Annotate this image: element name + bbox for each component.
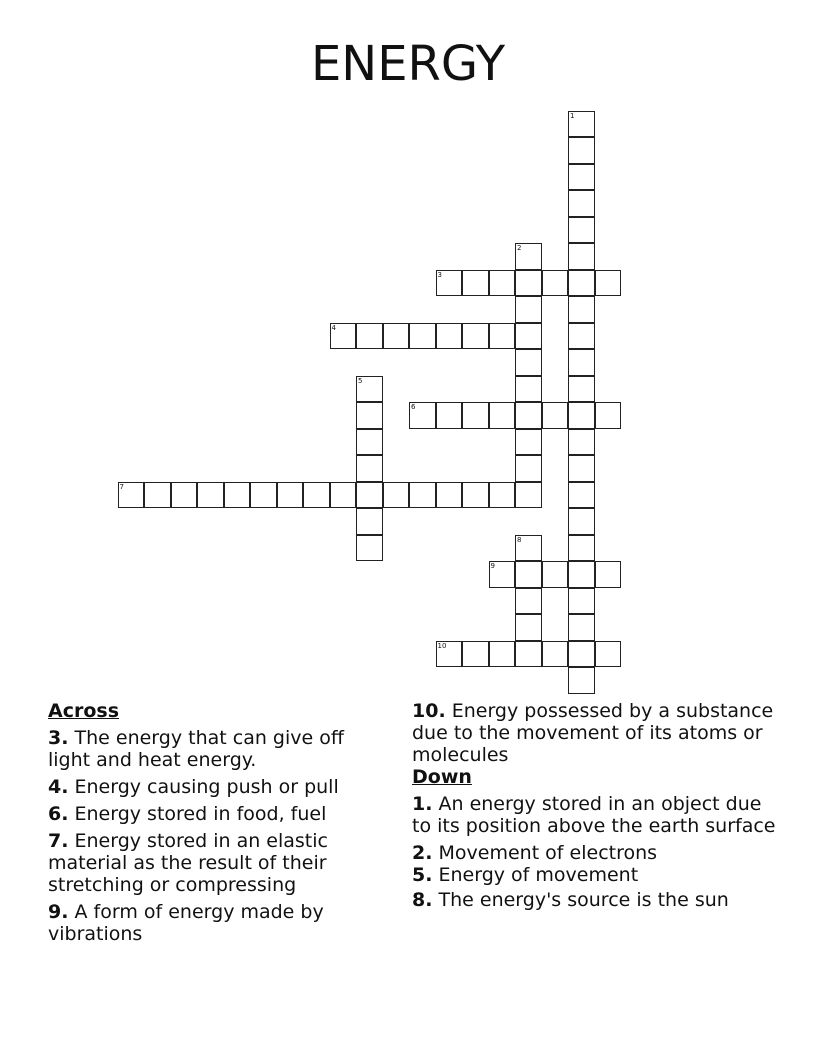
crossword-cell[interactable] <box>171 482 198 509</box>
crossword-cell[interactable] <box>515 641 542 668</box>
clue-number: 4. <box>48 776 69 798</box>
crossword-cell[interactable] <box>330 323 357 350</box>
crossword-cell[interactable] <box>568 270 595 297</box>
crossword-cell[interactable] <box>568 667 595 694</box>
crossword-cell[interactable] <box>515 535 542 562</box>
crossword-cell[interactable] <box>277 482 304 509</box>
crossword-cell[interactable] <box>515 561 542 588</box>
crossword-cell[interactable] <box>197 482 224 509</box>
clue-text: An energy stored in an object due to its position above the earth surface <box>412 793 776 837</box>
crossword-cell[interactable] <box>356 402 383 429</box>
crossword-cell[interactable] <box>409 482 436 509</box>
clue-down-2 <box>412 842 782 864</box>
crossword-cell[interactable] <box>515 429 542 456</box>
crossword-cell[interactable] <box>568 323 595 350</box>
clue-across-6 <box>48 803 373 825</box>
clue-across-9 <box>48 901 373 945</box>
clue-number: 8. <box>412 889 433 911</box>
crossword-cell[interactable] <box>436 323 463 350</box>
cell-number: 10 <box>437 641 447 650</box>
crossword-cell[interactable] <box>515 376 542 403</box>
clue-down-1 <box>412 793 782 837</box>
crossword-cell[interactable] <box>515 243 542 270</box>
crossword-cell[interactable] <box>356 535 383 562</box>
clue-text: Energy stored in food, fuel <box>74 803 327 825</box>
crossword-cell[interactable] <box>568 508 595 535</box>
clue-text: Energy of movement <box>438 864 639 886</box>
crossword-cell[interactable] <box>568 402 595 429</box>
crossword-cell[interactable] <box>568 111 595 138</box>
clue-across-7 <box>48 830 373 896</box>
crossword-cell[interactable] <box>462 641 489 668</box>
crossword-cell[interactable] <box>568 429 595 456</box>
crossword-cell[interactable] <box>568 243 595 270</box>
cell-number: 9 <box>490 562 495 570</box>
crossword-cell[interactable] <box>515 482 542 509</box>
crossword-cell[interactable] <box>568 349 595 376</box>
crossword-cell[interactable] <box>568 561 595 588</box>
clues-left-column <box>48 700 373 950</box>
clue-number: 9. <box>48 901 69 923</box>
clue-down-5 <box>412 864 782 886</box>
crossword-cell[interactable] <box>595 641 622 668</box>
crossword-cell[interactable] <box>568 455 595 482</box>
crossword-cell[interactable] <box>568 190 595 217</box>
crossword-cell[interactable] <box>515 270 542 297</box>
crossword-cell[interactable] <box>542 641 569 668</box>
crossword-cell[interactable] <box>515 296 542 323</box>
crossword-cell[interactable] <box>489 482 516 509</box>
clue-number: 5. <box>412 864 433 886</box>
clue-text: Energy possessed by a substance due to the movement of its atoms or molecules <box>412 700 774 766</box>
crossword-cell[interactable] <box>409 323 436 350</box>
cell-number: 7 <box>119 482 124 491</box>
crossword-cell[interactable] <box>462 323 489 350</box>
clue-across-10 <box>412 700 782 766</box>
cell-number: 1 <box>570 111 575 120</box>
crossword-cell[interactable] <box>436 270 463 297</box>
clue-number: 1. <box>412 793 433 815</box>
clue-text: A form of energy made by vibrations <box>48 901 324 945</box>
crossword-cell[interactable] <box>568 376 595 403</box>
crossword-cell[interactable] <box>303 482 330 509</box>
crossword-cell[interactable] <box>515 323 542 350</box>
crossword-cell[interactable] <box>542 402 569 429</box>
clue-across-3 <box>48 727 373 771</box>
crossword-cell[interactable] <box>515 588 542 615</box>
cell-number: 6 <box>411 403 416 411</box>
crossword-cell[interactable] <box>356 508 383 535</box>
crossword-cell[interactable] <box>118 482 145 509</box>
clue-number: 7. <box>48 830 69 852</box>
crossword-cell[interactable] <box>542 270 569 297</box>
crossword-cell[interactable] <box>568 137 595 164</box>
clue-number: 2. <box>412 842 433 864</box>
clue-across-4 <box>48 776 373 798</box>
clue-number: 3. <box>48 727 69 749</box>
crossword-cell[interactable] <box>250 482 277 509</box>
crossword-cell[interactable] <box>515 614 542 641</box>
crossword-cell[interactable] <box>462 402 489 429</box>
cell-number: 8 <box>517 535 522 544</box>
crossword-cell[interactable] <box>489 270 516 297</box>
cell-number: 5 <box>358 376 363 385</box>
crossword-cell[interactable] <box>436 482 463 509</box>
clue-text: Energy causing push or pull <box>74 776 339 798</box>
crossword-cell[interactable] <box>568 164 595 191</box>
crossword-cell[interactable] <box>515 455 542 482</box>
crossword-cell[interactable] <box>542 561 569 588</box>
crossword-cell[interactable] <box>568 588 595 615</box>
crossword-cell[interactable] <box>515 349 542 376</box>
clue-number: 10. <box>412 700 446 722</box>
crossword-cell[interactable] <box>595 561 622 588</box>
cell-number: 4 <box>331 323 336 332</box>
clue-down-8 <box>412 889 782 911</box>
crossword-cell[interactable] <box>356 323 383 350</box>
cell-number: 2 <box>517 244 522 252</box>
crossword-cell[interactable] <box>489 323 516 350</box>
crossword-cell[interactable] <box>356 455 383 482</box>
clue-text: Movement of electrons <box>438 842 658 864</box>
crossword-cell[interactable] <box>436 641 463 668</box>
crossword-cell[interactable] <box>489 561 516 588</box>
crossword-cell[interactable] <box>595 270 622 297</box>
cell-number: 3 <box>437 270 442 279</box>
crossword-cell[interactable] <box>568 641 595 668</box>
crossword-cell[interactable] <box>224 482 251 509</box>
crossword-cell[interactable] <box>489 641 516 668</box>
crossword-cell[interactable] <box>436 402 463 429</box>
clue-number: 6. <box>48 803 69 825</box>
down-heading: Down <box>412 766 472 788</box>
crossword-cell[interactable] <box>515 402 542 429</box>
crossword-cell[interactable] <box>489 402 516 429</box>
crossword-cell[interactable] <box>144 482 171 509</box>
page-title: ENERGY <box>310 36 506 92</box>
clue-text: Energy stored in an elastic material as the result of their stretching or compressing <box>48 830 328 896</box>
crossword-cell[interactable] <box>568 535 595 562</box>
crossword-cell[interactable] <box>409 402 436 429</box>
crossword-cell[interactable] <box>383 323 410 350</box>
clue-text: The energy that can give off light and heat energy. <box>48 727 344 771</box>
crossword-cell[interactable] <box>568 296 595 323</box>
crossword-cell[interactable] <box>356 376 383 403</box>
crossword-cell[interactable] <box>595 402 622 429</box>
crossword-cell[interactable] <box>462 270 489 297</box>
crossword-cell[interactable] <box>356 429 383 456</box>
clues-right-column <box>412 700 782 916</box>
crossword-cell[interactable] <box>462 482 489 509</box>
crossword-cell[interactable] <box>568 482 595 509</box>
crossword-cell[interactable] <box>568 217 595 244</box>
clue-text: The energy's source is the sun <box>438 889 729 911</box>
crossword-cell[interactable] <box>356 482 383 509</box>
crossword-cell[interactable] <box>383 482 410 509</box>
crossword-cell[interactable] <box>330 482 357 509</box>
crossword-cell[interactable] <box>568 614 595 641</box>
across-heading: Across <box>48 700 120 722</box>
